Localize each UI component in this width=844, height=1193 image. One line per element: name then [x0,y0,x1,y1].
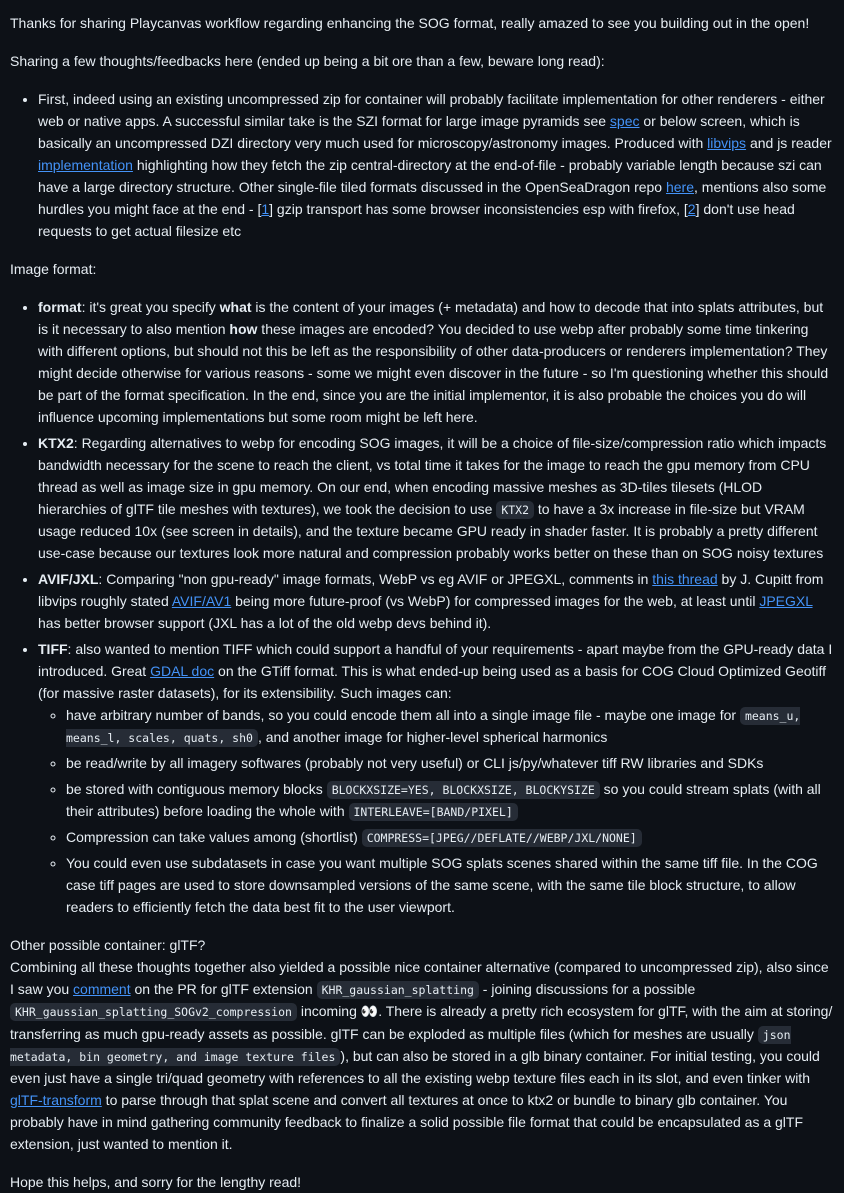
gdal-doc-link[interactable]: GDAL doc [150,663,215,679]
tiff-sublist [38,704,834,918]
avif-jxl-item: • AVIF/JXL: Comparing "non gpu-ready" image formats, WebP vs eg AVIF or JPEGXL, comments in this thread by J. Cupitt from libvips roughly stated AVIF/AV1 being more future-proof (vs WebP) for compressed images for the web, at least until JPEGXL has better browser support (JXL has a lot of the old webp devs behind it). [38,568,834,634]
gltf-files-code: json metadata, bin geometry, and image texture files [10,1028,791,1064]
avif-av1-link[interactable]: AVIF/AV1 [171,593,232,609]
tiff-subitem-subdatasets: ◦ You could even use subdatasets in case you want multiple SOG splats scenes shared within the same tiff file. In the COG case tiff pages are used to store downsampled versions of the same scene, with the same tile block structure, to allow readers to efficiently fetch the data best fit to the user viewport. [66,852,834,918]
compress-code: COMPRESS=[JPEG//DEFLATE//WEBP/JXL/NONE] [362,829,642,847]
container-item: • First, indeed using an existing uncompressed zip for container will probably facilitate implementation for other renderers - either web or native apps. A successful similar take is the SZI format for large image pyramids see spec or below screen, which is basically an uncompressed DZI directory very much used for microscopy/astronomy images. Produced with libvips and js reader implementation highlighting how they fetch the zip central-directory at the end-of-file - probably variable length because szi can have a large directory structure. Other single-file tiled formats discussed in the OpenSeaDragon repo here, mentions also some hurdles you might face at the end - [1] gzip transport has some browser inconsistencies esp with firefox, [2] don't use head requests to get actual filesize etc [38,88,834,242]
ktx2-item: • KTX2: Regarding alternatives to webp for encoding SOG images, it will be a choice of file-size/compression ratio which impacts bandwidth necessary for the scene to reach the client, vs total time it takes for the image to reach the gpu memory from CPU thread as well as image size in gpu memory. On our end, when encoding massive meshes as 3D-tiles tilesets (HLOD hierarchies of glTF tile meshes with textures), we took the decision to use KTX2 to have a 3x increase in file-size but VRAM usage reduced 10x (see screen in details), and the texture became GPU ready in shader faster. It is probably a pretty different use-case because our textures look more natural and compression probably works better on these than on SOG noisy textures [38,432,834,564]
interleave-code: INTERLEAVE=[BAND/PIXEL] [349,803,518,821]
tiff-subitem-readwrite: ◦ be read/write by all imagery softwares (probably not very useful) or CLI js/py/whatever tiff RW libraries and SDKs [66,752,834,774]
this-thread-link[interactable]: this thread [652,571,718,587]
gltf-paragraph: Other possible container: glTF? Combining all these thoughts together also yielded a possible nice container alternative (compared to uncompressed zip), also since I saw you comment on the PR for glTF extension KHR_gaussian_splatting - joining discussions for a possible KHR_gaussian_splatting_SOGv2_compression incoming 👀. There is already a pretty rich ecosystem for glTF, with the aim at storing/ transferring as much gpu-ready assets as possible. glTF can be exploded as multiple files (which for meshes are usually json metadata, bin geometry, and image texture files ), but can also be stored in a glb binary container. For initial testing, you could even just have a single tri/quad geometry with references to all the existing webp texture files each in its slot, and even tinker with glTF-transform to parse through that splat scene and convert all textures at once to ktx2 or bundle to binary glb container. You probably have in mind gathering community feedback to finalize a solid possible file format that could be encapsulated as a glTF extension, just wanted to mention it. [10,937,833,1152]
implementation-link[interactable]: implementation [38,157,133,173]
jpegxl-link[interactable]: JPEGXL [759,593,813,609]
image-format-heading: Image format: [10,261,97,277]
comment-link[interactable]: comment [73,981,131,997]
tiff-subitem-compression: ◦ Compression can take values among (shortlist) COMPRESS=[JPEG//DEFLATE//WEBP/JXL/NONE] [66,826,834,848]
image-format-list [10,296,834,918]
tiff-subitem-blocks: ◦ be stored with contiguous memory blocks BLOCKXSIZE=YES, BLOCKXSIZE, BLOCKYSIZE so you could stream splats (with all their attributes) before loading the whole with INTERLEAVE=[BAND/PIXEL] [66,778,834,822]
spec-link[interactable]: spec [609,113,640,129]
container-list [10,88,834,242]
khr-splatting-code: KHR_gaussian_splatting [317,981,479,999]
gltf-heading: Other possible container: glTF? [10,937,206,953]
libvips-link[interactable]: libvips [707,135,747,151]
here-link[interactable]: here [665,179,695,195]
ref-2-link[interactable]: 2 [687,201,696,217]
tiff-subitem-bands: ◦ have arbitrary number of bands, so you could encode them all into a single image file - maybe one image for means_u, means_l, scales, quats, sh0 , and another image for higher-level spherical harmonics [66,704,834,748]
tiff-item: • TIFF: also wanted to mention TIFF which could support a handful of your requirements - apart maybe from the GPU-ready data I introduced. Great GDAL doc on the GTiff format. This is what ended-up being used as a basis for COG Cloud Optimized Geotiff (for massive raster datasets), for its extensibility. Such images can: ◦ have arbitrary number of bands, so you could encode them all into a single image file - maybe one image for means_u, means_l, scales, quats, sh0 , and another image for higher-level spherical harmonics ◦ be read/write by all imagery softwares (probably not very useful) or CLI js/py/whatever tiff RW libraries and SDKs ◦ be stored with contiguous memory blocks BLOCKXSIZE=YES, BLOCKXSIZE, BLOCKYSIZE so you could stream splats (with all their attributes) before loading the whole with INTERLEAVE=[BAND/PIXEL] ◦ Compression can take values among (shortlist) COMPRESS=[JPEG//DEFLATE//WEBP/JXL/NONE] ◦ You could even use subdatasets in case you want multiple SOG splats scenes shared within the same tiff file. In the COG case tiff pages are used to store downsampled versions of the same scene, with the same tile block structure, to allow readers to efficiently fetch the data best fit to the user viewport. [38,638,834,918]
ref-1-link[interactable]: 1 [261,201,270,217]
sharing-paragraph: Sharing a few thoughts/feedbacks here (ended up being a bit ore than a few, beware long read): [10,53,605,69]
ktx2-code: KTX2 [496,501,534,519]
gltf-transform-link[interactable]: glTF-transform [10,1092,102,1108]
intro-paragraph: Thanks for sharing Playcanvas workflow regarding enhancing the SOG format, really amazed to see you building out in the open! [10,15,810,31]
khr-sogv2-code: KHR_gaussian_splatting_SOGv2_compression [10,1003,297,1021]
eyes-icon: 👀 [360,1004,379,1020]
closing-paragraph: Hope this helps, and sorry for the lengthy read! [10,1174,302,1190]
bands-code: means_u, means_l, scales, quats, sh0 [66,709,801,745]
blocksize-code: BLOCKXSIZE=YES, BLOCKXSIZE, BLOCKYSIZE [327,781,600,799]
format-item: • format: it's great you specify what is the content of your images (+ metadata) and how to decode that into splats attributes, but is it necessary to also mention how these images are encoded? You decided to use webp after probably some time tinkering with different options, but should not this be left as the responsibility of other data-producers or renderers implementation? They might decide otherwise for various reasons - some we might even discover in the future - so I'm questioning whether this should be part of the format specification. In the end, since you are the initial implementor, it is also probable the choices you do will influence upcoming implementations but some room might be left here. [38,296,834,428]
